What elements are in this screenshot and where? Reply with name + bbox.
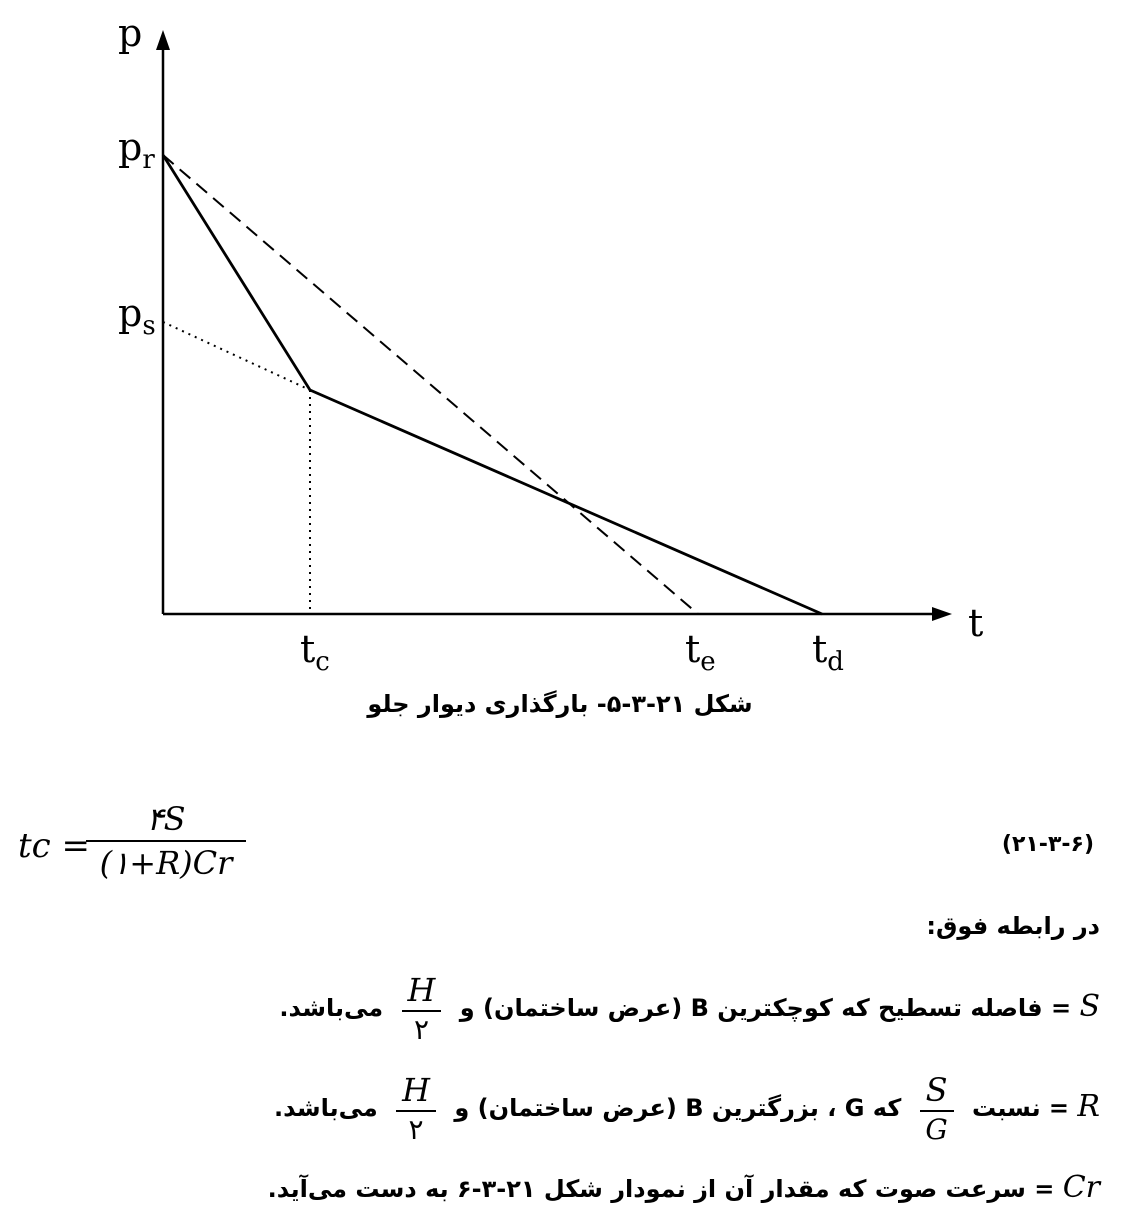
var-s: S (1079, 989, 1100, 1024)
chart-series (163, 155, 822, 614)
x-axis-arrow-icon (932, 607, 952, 621)
def-r-text1: = نسبت (971, 1094, 1070, 1122)
intro-line: در رابطه فوق: (926, 912, 1100, 940)
tick-label-pr: $p_r$ (118, 125, 155, 175)
frac-s-g (920, 1070, 954, 1148)
tick-label-tc: $t_c$ (300, 627, 330, 677)
def-s-tail: می‌باشد. (279, 994, 384, 1022)
formula-lhs: tc = (18, 826, 91, 866)
chart-labels (118, 11, 983, 677)
equation-number: (۲۱-۳-۶) (1001, 832, 1094, 857)
tick-label-te: $t_e$ (685, 627, 716, 677)
def-r-text2: که G ، بزرگترین B (عرض ساختمان) و (454, 1094, 902, 1122)
frac-num: H (396, 1070, 436, 1112)
frac-num: S (920, 1070, 954, 1112)
y-axis-label: p (118, 11, 143, 55)
def-cr-text: = سرعت صوت که مقدار آن از نمودار شکل ۲۱-۳-۶ به دست می‌آید. (267, 1175, 1055, 1203)
definition-s (279, 970, 1100, 1048)
formula-denominator: (۱+R)Cr (99, 844, 233, 882)
x-axis-label: t (968, 601, 984, 645)
y-axis-arrow-icon (156, 30, 170, 50)
frac-den: G (925, 1113, 948, 1146)
frac-h-2 (396, 1070, 436, 1148)
chart-axes (156, 30, 952, 621)
frac-den: ۲ (413, 1013, 429, 1046)
formula-numerator: ۴S (86, 800, 246, 842)
var-r: R (1077, 1089, 1100, 1124)
definition-r (274, 1070, 1100, 1148)
figure-caption: شکل ۲۱-۳-۵- بارگذاری دیوار جلو (367, 690, 753, 718)
frac-h-2 (402, 970, 442, 1048)
formula-fraction (86, 800, 246, 882)
var-cr: Cr (1062, 1170, 1100, 1205)
definition-cr (268, 1170, 1100, 1205)
series-dashed (163, 155, 698, 614)
def-r-tail: می‌باشد. (273, 1094, 378, 1122)
frac-den: ۲ (408, 1113, 424, 1146)
frac-num: H (402, 970, 442, 1012)
def-s-text: = فاصله تسطیح که کوچکترین B (عرض ساختمان) و (459, 994, 1072, 1022)
tick-label-td: $t_d$ (812, 627, 844, 677)
series-solid (163, 155, 822, 614)
tick-label-ps: $p_s$ (118, 291, 156, 341)
